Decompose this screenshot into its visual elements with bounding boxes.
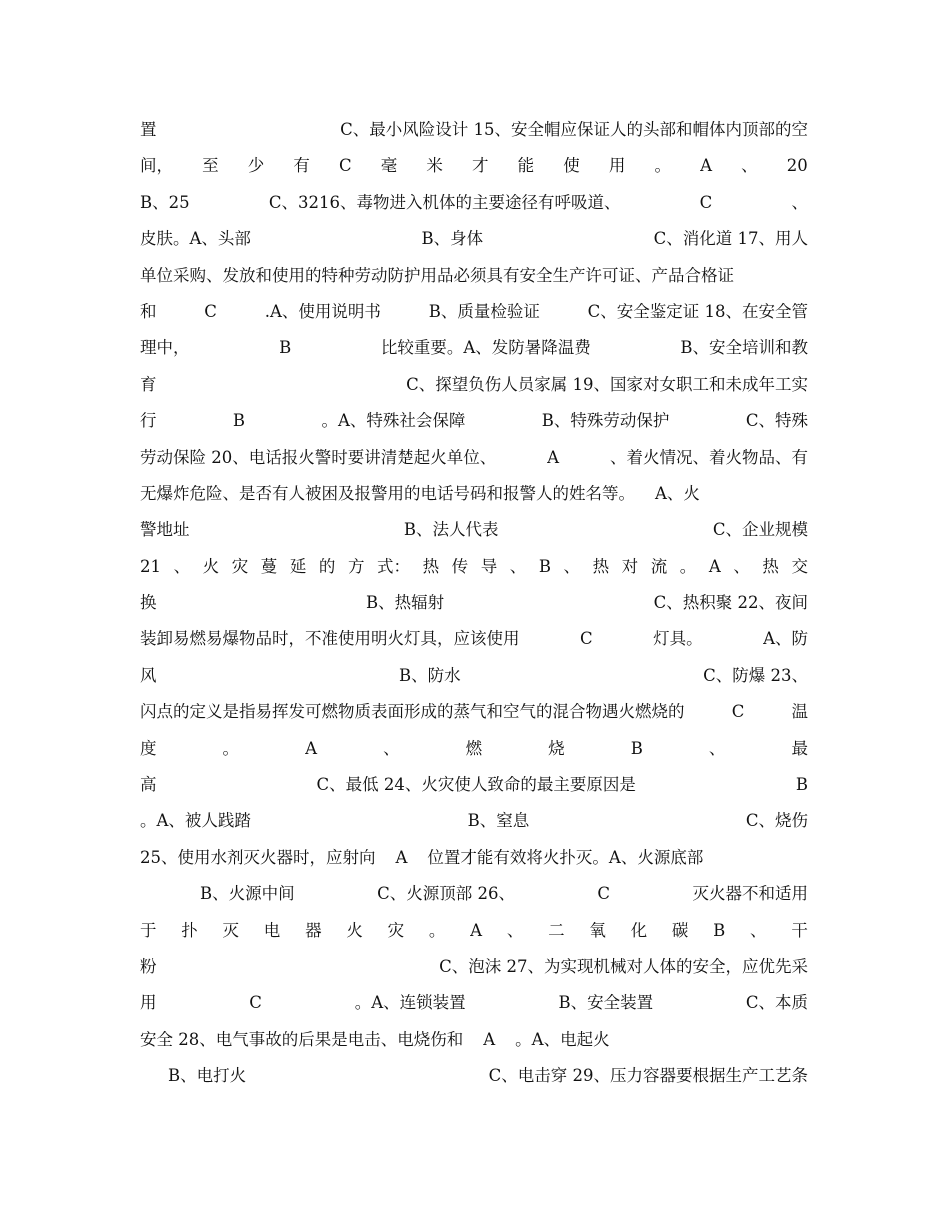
text-segment: 碳 — [671, 920, 689, 940]
text-segment: C、热积聚 22、夜间 — [653, 593, 808, 613]
text-line — [140, 694, 808, 730]
text-segment: 电 — [263, 920, 281, 940]
text-segment: 用 — [608, 156, 626, 176]
text-segment: B、热辐射 — [365, 593, 445, 613]
text-line — [140, 840, 808, 876]
text-segment: 位置才能有效将火扑灭。A、火源底部 — [427, 847, 704, 867]
text-segment: 用 — [140, 993, 157, 1013]
text-segment: 至 — [202, 156, 219, 176]
text-segment: 。A、连锁装置 — [354, 993, 466, 1013]
text-segment: 使 — [563, 156, 580, 176]
text-segment: 比较重要。A、发防暑降温费 — [380, 338, 591, 358]
text-segment: 氧 — [589, 920, 606, 940]
text-segment: 能 — [517, 156, 535, 176]
text-segment: 。 — [428, 920, 446, 940]
text-line — [140, 767, 808, 803]
text-segment: B、安全装置 — [558, 993, 654, 1013]
text-segment: B、窒息 — [467, 811, 530, 831]
text-segment: 劳动保险 20、电话报火警时要讲清楚起火单位、 — [140, 447, 497, 467]
text-segment: 、 — [741, 156, 758, 176]
text-segment: C — [339, 156, 352, 176]
text-segment: A、火 — [655, 483, 700, 503]
text-segment: B — [538, 556, 551, 576]
text-line — [140, 148, 808, 184]
text-segment: B、防水 — [398, 665, 461, 685]
text-segment: A — [547, 447, 560, 467]
text-line — [140, 258, 808, 294]
text-segment: C、安全鉴定证 18、在安全管 — [587, 301, 808, 321]
text-segment: B、电打火 — [168, 1066, 247, 1086]
text-segment: 干 — [791, 920, 808, 940]
text-segment: 化 — [630, 920, 648, 940]
text-line — [140, 476, 808, 512]
text-line — [140, 803, 808, 839]
text-segment: A — [483, 1029, 496, 1049]
text-segment: C — [249, 993, 262, 1013]
text-line — [140, 913, 808, 949]
text-segment: 热 — [762, 556, 779, 576]
text-segment: C、最低 24、火灾使人致命的最主要原因是 — [316, 775, 636, 795]
text-segment: B、质量检验证 — [428, 301, 540, 321]
text-segment: C — [597, 884, 611, 904]
text-line — [140, 185, 808, 221]
text-segment: 换 — [140, 593, 157, 613]
text-segment: 热 — [592, 556, 610, 576]
text-segment: 导 — [480, 556, 498, 576]
text-line — [140, 876, 808, 912]
text-segment: 装卸易燃易爆物品时，不准使用明火灯具，应该使用 — [140, 629, 520, 649]
text-segment: 闪点的定义是指易挥发可燃物质表面形成的蒸气和空气的混合物遇火燃烧的 — [140, 702, 685, 722]
text-segment: 、 — [383, 738, 400, 758]
text-segment: 。A、被人践踏 — [140, 811, 251, 831]
text-segment: B、法人代表 — [403, 520, 499, 540]
text-segment: C — [204, 301, 217, 321]
text-segment: 安全 28、电气事故的后果是电击、电烧伤和 — [140, 1029, 464, 1049]
text-line — [140, 585, 808, 621]
text-line — [140, 221, 808, 257]
text-segment: C、特殊 — [745, 411, 808, 431]
text-segment: 和 — [140, 301, 157, 321]
text-segment: C — [731, 702, 745, 722]
text-segment: 火 — [202, 556, 220, 576]
text-segment: 交 — [791, 556, 808, 576]
text-line — [140, 658, 808, 694]
text-segment: C — [579, 629, 593, 649]
text-line — [140, 330, 808, 366]
text-line — [140, 949, 808, 985]
text-segment: A、防 — [763, 629, 808, 649]
text-segment: B、火源中间 — [200, 884, 295, 904]
text-line — [140, 403, 808, 439]
text-segment: 警地址 — [140, 520, 190, 540]
text-segment: 间， — [140, 156, 173, 176]
text-segment: 蔓 — [260, 556, 278, 576]
text-segment: B、身体 — [421, 229, 484, 249]
text-segment: 单位采购、发放和使用的特种劳动防护用品必须具有安全生产许可证、产品合格证 — [140, 265, 734, 285]
text-segment: 才 — [472, 156, 489, 176]
text-segment: A — [305, 738, 318, 758]
text-line — [140, 1022, 808, 1058]
text-segment: 方 — [347, 556, 365, 576]
text-segment: C、火源顶部 26、 — [377, 884, 515, 904]
text-segment: 21 — [140, 556, 161, 576]
text-segment: 烧 — [548, 738, 565, 758]
text-segment: B — [795, 775, 808, 795]
text-segment: 有 — [293, 156, 310, 176]
text-segment: B、25 — [140, 192, 190, 212]
text-segment: B、安全培训和教 — [680, 338, 808, 358]
text-segment: B — [279, 338, 292, 358]
text-segment: 粉 — [140, 956, 157, 976]
text-segment: 的 — [318, 556, 336, 576]
text-segment: 火 — [346, 920, 363, 940]
text-segment: 二 — [548, 920, 565, 940]
text-segment: 。 — [654, 156, 671, 176]
text-segment: 风 — [140, 665, 157, 685]
text-segment: 延 — [289, 556, 307, 576]
text-segment: 、 — [750, 920, 767, 940]
text-segment: 灭火器不和适用 — [692, 884, 808, 904]
text-line — [140, 367, 808, 403]
text-segment: 置 — [140, 120, 157, 139]
text-segment: 皮肤。A、头部 — [140, 229, 251, 249]
text-segment: 、 — [173, 556, 191, 576]
text-segment: B、特殊劳动保护 — [541, 411, 670, 431]
text-segment: 毫 — [380, 156, 398, 176]
text-segment: C、烧伤 — [745, 811, 808, 831]
text-segment: 对 — [621, 556, 639, 576]
text-line — [140, 1058, 808, 1094]
text-line — [140, 112, 808, 148]
text-segment: 传 — [451, 556, 469, 576]
text-segment: 灾 — [387, 920, 405, 940]
text-line — [140, 621, 808, 657]
text-segment: 、 — [733, 556, 750, 576]
text-segment: 、 — [708, 738, 726, 758]
text-segment: C、消化道 17、用人 — [653, 229, 808, 249]
text-segment: 无爆炸危险、是否有人被困及报警用的电话号码和报警人的姓名等。 — [140, 483, 635, 503]
text-segment: B — [630, 738, 643, 758]
text-segment: 、 — [563, 556, 581, 576]
text-segment: A — [708, 556, 721, 576]
text-segment: 度 — [140, 738, 157, 758]
text-segment: 热 — [422, 556, 440, 576]
text-segment: C、企业规模 — [712, 520, 808, 540]
text-segment: A — [470, 920, 483, 940]
text-segment: 扑 — [181, 920, 198, 940]
text-segment: C、3216、毒物进入机体的主要途径有呼吸道、 — [268, 192, 621, 212]
text-segment: .A、使用说明书 — [264, 301, 381, 321]
text-segment: 燃 — [465, 738, 483, 758]
text-segment: C、本质 — [745, 993, 808, 1013]
text-segment: 少 — [247, 156, 265, 176]
text-segment: 、着火情况、着火物品、有 — [609, 447, 808, 467]
text-segment: 温 — [791, 702, 808, 722]
text-segment: 高 — [140, 775, 157, 795]
text-segment: 、 — [506, 920, 524, 940]
text-segment: C — [699, 192, 713, 212]
text-line — [140, 294, 808, 330]
text-segment: 灯具。 — [653, 629, 703, 649]
text-segment: 20 — [786, 156, 808, 176]
text-line — [140, 985, 808, 1021]
text-segment: 、 — [791, 192, 808, 212]
text-segment: 式： — [377, 556, 410, 576]
text-line — [140, 440, 808, 476]
text-segment: 。 — [679, 556, 697, 576]
document-body — [140, 112, 808, 1095]
text-segment: 最 — [791, 738, 808, 758]
text-segment: 灾 — [231, 556, 249, 576]
text-segment: 米 — [426, 156, 443, 176]
text-segment: C、泡沫 27、为实现机械对人体的安全，应优先采 — [439, 956, 808, 976]
text-line — [140, 512, 808, 548]
text-segment: 于 — [140, 920, 157, 940]
text-segment: C、防爆 23、 — [703, 665, 808, 685]
text-segment: 流 — [650, 556, 668, 576]
text-segment: C、最小风险设计 15、安全帽应保证人的头部和帽体内顶部的空 — [340, 120, 808, 139]
text-segment: 。 — [222, 738, 240, 758]
text-segment: 、 — [509, 556, 527, 576]
text-segment: 育 — [140, 374, 157, 394]
text-segment: 。A、特殊社会保障 — [321, 411, 466, 431]
text-segment: A — [395, 847, 408, 867]
text-segment: C、电击穿 29、压力容器要根据生产工艺条 — [488, 1066, 808, 1086]
text-segment: B — [713, 920, 726, 940]
text-segment: 25、使用水剂灭火器时，应射向 — [140, 847, 376, 867]
text-segment: 器 — [305, 920, 322, 940]
text-segment: 。A、电起火 — [515, 1029, 610, 1049]
text-segment: B — [232, 411, 246, 431]
text-segment: C、探望负伤人员家属 19、国家对女职工和未成年工实 — [406, 374, 808, 394]
text-segment: 理中， — [140, 338, 190, 358]
text-line — [140, 549, 808, 585]
text-segment: 灭 — [222, 920, 240, 940]
text-line — [140, 731, 808, 767]
text-segment: 行 — [140, 411, 157, 431]
text-segment: A — [700, 156, 713, 176]
